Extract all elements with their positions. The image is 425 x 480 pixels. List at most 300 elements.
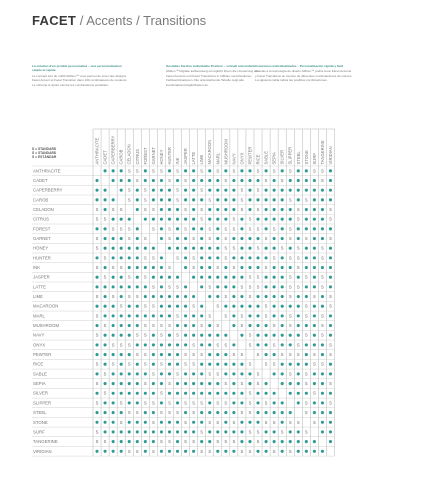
column-label: LIME	[199, 154, 205, 165]
combination-dot	[184, 266, 187, 269]
column-label: CADET	[102, 150, 108, 165]
standard-mark: S	[176, 371, 179, 377]
combination-dot	[289, 392, 292, 395]
combination-dot	[265, 324, 268, 327]
standard-mark: S	[119, 265, 123, 271]
combination-dot	[176, 227, 179, 230]
combination-dot	[208, 295, 211, 298]
combination-dot	[248, 266, 251, 269]
standard-mark: S	[321, 274, 324, 280]
combination-dot	[208, 247, 211, 250]
combination-dot	[240, 305, 243, 308]
standard-mark: S	[272, 419, 276, 425]
column-label: STEEL	[295, 151, 301, 165]
combination-dot	[321, 305, 324, 308]
combination-dot	[160, 343, 163, 346]
combination-dot	[224, 266, 227, 269]
combination-dot	[144, 392, 147, 395]
legend-line: S = STANDARD	[32, 151, 57, 156]
standard-mark: S	[216, 439, 220, 445]
standard-mark: S	[208, 284, 212, 290]
standard-mark: S	[168, 410, 171, 416]
standard-mark: S	[264, 236, 268, 242]
standard-mark: S	[256, 371, 260, 377]
combination-dot	[184, 247, 187, 250]
combination-dot	[240, 421, 243, 424]
combination-dot	[256, 343, 259, 346]
combination-dot	[104, 295, 107, 298]
column-label: SEPIA	[271, 152, 277, 165]
combination-dot	[168, 421, 171, 424]
combination-dot	[289, 179, 292, 182]
standard-mark: S	[264, 265, 268, 271]
combination-dot	[184, 189, 187, 192]
standard-mark: S	[176, 255, 179, 261]
standard-mark: S	[304, 410, 308, 416]
combination-dot	[192, 372, 195, 375]
combination-dot	[256, 266, 259, 269]
row-label: NAVY	[33, 332, 45, 338]
combination-dot	[184, 314, 187, 317]
standard-mark: S	[248, 332, 252, 338]
combination-dot	[256, 295, 259, 298]
standard-mark: S	[216, 400, 220, 406]
combination-dot	[104, 247, 107, 250]
combination-dot	[120, 450, 123, 453]
combination-dot	[168, 276, 171, 279]
standard-mark: S	[256, 187, 260, 193]
combination-dot	[232, 363, 235, 366]
combination-dot	[120, 179, 123, 182]
combination-dot	[192, 179, 195, 182]
combination-dot	[184, 285, 187, 288]
intro-heading: Creaciones individualizadas – Personalización rápida y fácil	[255, 64, 344, 68]
combination-dot	[112, 179, 115, 182]
combination-dot	[136, 208, 139, 211]
combination-dot	[152, 392, 155, 395]
combination-dot	[224, 353, 227, 356]
row-label: VIRIDIAN	[33, 448, 52, 454]
standard-mark: S	[176, 187, 179, 193]
combination-dot	[305, 440, 308, 443]
standard-mark: S	[103, 274, 107, 280]
combination-dot	[176, 218, 179, 221]
column-label: RICE	[255, 154, 261, 165]
combination-dot	[152, 343, 155, 346]
standard-mark: S	[143, 255, 147, 261]
combination-dot	[168, 372, 171, 375]
combination-dot	[136, 343, 139, 346]
combination-dot	[240, 430, 243, 433]
combination-dot	[120, 218, 123, 221]
standard-mark: S	[200, 352, 204, 358]
column-label: ONYX	[239, 152, 245, 165]
standard-mark: S	[151, 323, 155, 329]
combination-dot	[297, 295, 300, 298]
standard-mark: S	[248, 429, 252, 435]
combination-dot	[265, 450, 268, 453]
combination-dot	[329, 430, 332, 433]
combination-dot	[313, 208, 316, 211]
combination-dot	[208, 363, 211, 366]
standard-mark: S	[321, 313, 324, 319]
combination-dot	[192, 430, 195, 433]
combination-dot	[144, 430, 147, 433]
combination-dot	[168, 343, 171, 346]
combination-dot	[128, 353, 131, 356]
combination-dot	[95, 179, 98, 182]
standard-mark: S	[256, 429, 260, 435]
row-label: CITRUS	[33, 216, 49, 222]
combination-dot	[232, 401, 235, 404]
combination-dot	[281, 382, 284, 385]
combination-dot	[289, 363, 292, 366]
column-label: CAROB	[118, 149, 124, 165]
combination-dot	[289, 334, 292, 337]
combination-dot	[104, 450, 107, 453]
standard-mark: S	[248, 361, 252, 367]
row-label: SURF	[33, 429, 45, 435]
combination-dot	[216, 363, 219, 366]
breadcrumb: / Accents / Transitions	[76, 13, 207, 28]
standard-mark: S	[192, 265, 196, 271]
standard-mark: S	[256, 226, 260, 232]
standard-mark: S	[103, 439, 107, 445]
combination-dot	[297, 363, 300, 366]
column-label: SABLE	[263, 150, 269, 165]
row-label: CELADON	[33, 207, 54, 213]
standard-mark: S	[304, 303, 308, 309]
combination-dot	[144, 179, 147, 182]
combination-dot	[240, 440, 243, 443]
combination-dot	[216, 256, 219, 259]
combination-dot	[192, 169, 195, 172]
standard-mark: S	[304, 400, 308, 406]
row-label: FOREST	[33, 226, 51, 232]
standard-mark: S	[248, 284, 252, 290]
standard-mark: S	[329, 207, 332, 213]
combination-dot	[136, 363, 139, 366]
combination-dot	[313, 179, 316, 182]
combination-dot	[321, 189, 324, 192]
standard-mark: S	[304, 236, 308, 242]
standard-mark: S	[192, 400, 196, 406]
standard-mark: S	[224, 342, 228, 348]
combination-dot	[160, 198, 163, 201]
standard-mark: S	[256, 168, 260, 174]
combination-dot	[281, 198, 284, 201]
standard-mark: S	[232, 439, 236, 445]
combination-dot	[160, 227, 163, 230]
combination-dot	[329, 372, 332, 375]
standard-mark: S	[143, 187, 147, 193]
combination-dot	[289, 208, 292, 211]
combination-dot	[232, 179, 235, 182]
combination-dot	[281, 334, 284, 337]
combination-dot	[128, 372, 131, 375]
row-label: SILVER	[33, 390, 48, 396]
standard-mark: S	[232, 352, 236, 358]
combination-dot	[216, 208, 219, 211]
standard-mark: S	[216, 419, 220, 425]
combination-dot	[305, 266, 308, 269]
combination-dot	[176, 401, 179, 404]
standard-mark: S	[95, 400, 99, 406]
standard-mark: S	[248, 294, 252, 300]
combination-dot	[184, 198, 187, 201]
standard-mark: S	[111, 265, 115, 271]
combination-dot	[216, 285, 219, 288]
combination-dot	[289, 305, 292, 308]
standard-mark: S	[168, 236, 171, 242]
standard-mark: S	[264, 419, 268, 425]
combination-dot	[305, 247, 308, 250]
standard-mark: S	[151, 371, 155, 377]
standard-mark: S	[119, 342, 123, 348]
combination-dot	[152, 295, 155, 298]
combination-dot	[313, 256, 316, 259]
combination-dot	[95, 227, 98, 230]
standard-mark: S	[256, 352, 260, 358]
standard-mark: S	[111, 342, 115, 348]
column-label: NAVY	[231, 153, 237, 165]
standard-mark: S	[95, 313, 99, 319]
combination-dot	[281, 305, 284, 308]
combination-dot	[184, 411, 187, 414]
combination-dot	[248, 198, 251, 201]
combination-dot	[112, 392, 115, 395]
combination-dot	[297, 237, 300, 240]
combination-dot	[297, 179, 300, 182]
standard-mark: S	[264, 313, 268, 319]
standard-mark: S	[272, 448, 276, 454]
standard-mark: S	[208, 419, 212, 425]
combination-dot	[184, 218, 187, 221]
combination-dot	[256, 411, 259, 414]
combination-dot	[208, 430, 211, 433]
combination-dot	[160, 237, 163, 240]
combination-dot	[152, 179, 155, 182]
combination-dot	[176, 430, 179, 433]
combination-dot	[200, 198, 203, 201]
combination-dot	[240, 295, 243, 298]
combination-dot	[95, 285, 98, 288]
combination-dot	[305, 256, 308, 259]
combination-dot	[216, 189, 219, 192]
combination-dot	[95, 189, 98, 192]
combination-dot	[104, 198, 107, 201]
combination-dot	[248, 372, 251, 375]
combination-dot	[95, 343, 98, 346]
standard-mark: S	[240, 410, 244, 416]
intro-body: Le concept lors de milliS AMtico™ vous permet de créer des designs Facet Accent et Facet Transition dans 100 combinaisons de couleurs. Le schéma ci-après montre les combinaisons possibles.	[32, 73, 128, 87]
standard-mark: S	[119, 419, 123, 425]
standard-mark: S	[200, 400, 204, 406]
standard-mark: S	[208, 448, 212, 454]
combination-dot	[281, 421, 284, 424]
standard-mark: S	[304, 371, 308, 377]
standard-mark: S	[256, 207, 260, 213]
combination-dot	[144, 411, 147, 414]
combination-dot	[95, 392, 98, 395]
combination-dot	[95, 353, 98, 356]
combination-dot	[248, 208, 251, 211]
standard-mark: S	[143, 207, 147, 213]
combination-dot	[176, 421, 179, 424]
combination-dot	[208, 392, 211, 395]
standard-mark: S	[151, 207, 155, 213]
standard-mark: S	[248, 342, 252, 348]
combination-dot	[104, 266, 107, 269]
combination-dot	[265, 392, 268, 395]
standard-mark: S	[264, 400, 268, 406]
column-label: LATTE	[191, 151, 197, 165]
combination-dot	[104, 314, 107, 317]
combination-dot	[240, 179, 243, 182]
combination-dot	[273, 208, 276, 211]
combination-dot	[232, 208, 235, 211]
combination-dot	[281, 343, 284, 346]
standard-mark: S	[103, 216, 107, 222]
combination-dot	[321, 353, 324, 356]
combination-dot	[112, 401, 115, 404]
combination-dot	[112, 353, 115, 356]
combination-dot	[176, 440, 179, 443]
standard-mark: S	[272, 323, 276, 329]
combination-dot	[192, 198, 195, 201]
combination-dot	[176, 237, 179, 240]
combination-dot	[168, 314, 171, 317]
combination-dot	[136, 440, 139, 443]
combination-dot	[200, 256, 203, 259]
combination-dot	[329, 189, 332, 192]
standard-mark: S	[95, 236, 99, 242]
combination-dot	[281, 227, 284, 230]
combination-dot	[297, 334, 300, 337]
combination-dot	[128, 334, 131, 337]
combination-dot	[152, 430, 155, 433]
standard-mark: S	[95, 207, 99, 213]
combination-dot	[120, 372, 123, 375]
combination-dot	[176, 179, 179, 182]
standard-mark: S	[111, 207, 115, 213]
combination-dot	[152, 382, 155, 385]
standard-mark: S	[321, 284, 324, 290]
combination-dot	[136, 276, 139, 279]
combination-dot	[192, 276, 195, 279]
combination-dot	[120, 285, 123, 288]
combination-dot	[265, 198, 268, 201]
combination-dot	[176, 208, 179, 211]
standard-mark: S	[151, 255, 155, 261]
standard-mark: S	[192, 410, 196, 416]
standard-mark: S	[288, 371, 292, 377]
standard-mark: S	[216, 168, 220, 174]
combination-dot	[128, 421, 131, 424]
combination-dot	[281, 295, 284, 298]
standard-mark: S	[280, 178, 284, 184]
combination-dot	[329, 314, 332, 317]
combination-dot	[216, 227, 219, 230]
row-label: SLIPPER	[33, 400, 52, 406]
combination-dot	[224, 363, 227, 366]
standard-mark: S	[151, 284, 155, 290]
row-label: MUSHROOM	[33, 323, 60, 329]
combination-dot	[112, 218, 115, 221]
combination-dot	[281, 324, 284, 327]
standard-mark: S	[160, 332, 163, 338]
combination-dot	[104, 421, 107, 424]
standard-mark: S	[240, 313, 244, 319]
standard-mark: S	[256, 284, 260, 290]
standard-mark: S	[200, 207, 204, 213]
combination-dot	[240, 334, 243, 337]
combination-dot	[321, 218, 324, 221]
standard-mark: S	[296, 255, 300, 261]
combination-dot	[329, 198, 332, 201]
column-label: FOREST	[142, 147, 148, 165]
combination-dot	[112, 237, 115, 240]
combination-dot	[128, 382, 131, 385]
standard-mark: S	[256, 439, 260, 445]
combination-dot	[224, 285, 227, 288]
combination-dot	[104, 227, 107, 230]
combination-dot	[128, 324, 131, 327]
standard-mark: S	[224, 439, 228, 445]
combination-dot	[232, 382, 235, 385]
standard-mark: S	[95, 332, 99, 338]
combination-dot	[313, 305, 316, 308]
combination-dot	[95, 305, 98, 308]
combination-dot	[136, 227, 139, 230]
standard-mark: S	[119, 226, 123, 232]
combination-dot	[184, 430, 187, 433]
combination-dot	[112, 440, 115, 443]
standard-mark: S	[312, 419, 316, 425]
standard-mark: S	[127, 448, 131, 454]
combination-dot	[281, 237, 284, 240]
combination-dot	[232, 411, 235, 414]
combination-dot	[128, 285, 131, 288]
combination-dot	[313, 218, 316, 221]
combination-dot	[265, 334, 268, 337]
column-label: CITRUS	[134, 148, 140, 165]
combination-dot	[136, 189, 139, 192]
standard-mark: S	[248, 226, 252, 232]
combination-dot	[152, 363, 155, 366]
standard-mark: S	[224, 381, 228, 387]
standard-mark: S	[224, 178, 228, 184]
combination-dot	[184, 392, 187, 395]
combination-dot	[297, 382, 300, 385]
combination-dot	[297, 324, 300, 327]
combination-dot	[321, 421, 324, 424]
standard-mark: S	[95, 265, 99, 271]
row-label: CAROB	[33, 197, 49, 203]
standard-mark: S	[304, 313, 308, 319]
standard-mark: S	[168, 439, 171, 445]
combination-dot	[168, 295, 171, 298]
combination-dot	[329, 421, 332, 424]
standard-mark: S	[312, 168, 316, 174]
combination-dot	[273, 401, 276, 404]
combination-dot	[248, 305, 251, 308]
standard-mark: S	[304, 197, 308, 203]
intro-heading: Gestaltes Sie Ihre individuelle Position – schnell und einfach	[166, 64, 256, 68]
combination-dot	[112, 198, 115, 201]
standard-mark: S	[168, 265, 171, 271]
combination-dot	[297, 450, 300, 453]
